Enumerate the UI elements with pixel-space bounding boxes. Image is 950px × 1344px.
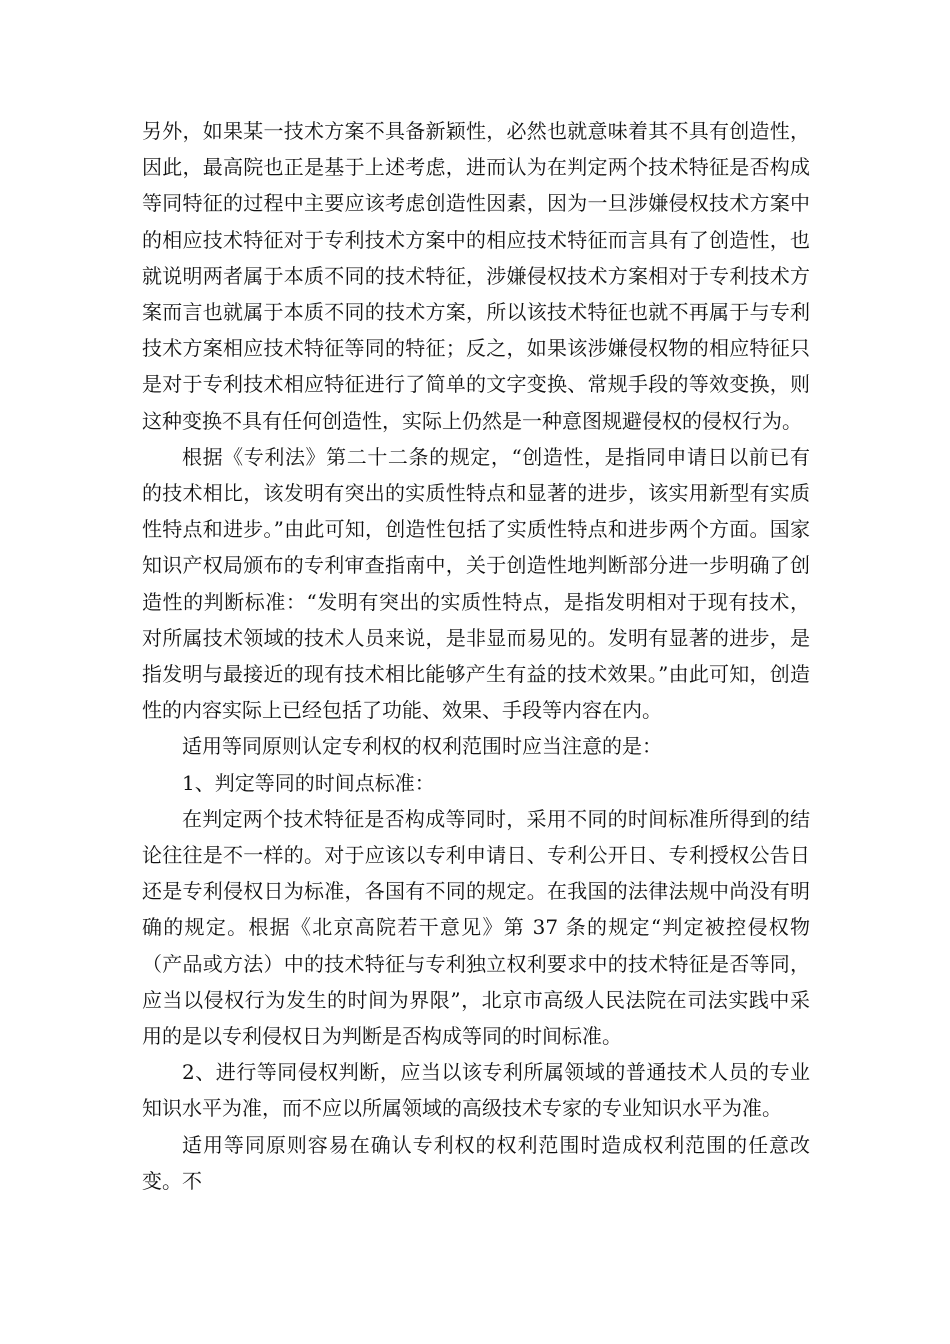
paragraph-5: 在判定两个技术特征是否构成等同时，采用不同的时间标准所得到的结论往往是不一样的。对于应该以专利申请日、专利公开日、专利授权公告日还是专利侵权日为标准，各国有不同的规定。在我国的法律法规中尚没有明确的规定。根据《北京高院若干意见》第 37 条的规定“判定被控侵权物（产品或方法）中的技术特征与专利独立权利要求中的技术特征是否等同，应当以侵权行为发生的时间为界限”，北京市高级人民法院在司法实践中采用的是以专利侵权日为判断是否构成等同的时间标准。 xyxy=(142,806,810,1049)
paragraph-3: 适用等同原则认定专利权的权利范围时应当注意的是： xyxy=(182,734,662,759)
paragraph-4: 1、判定等同的时间点标准： xyxy=(182,770,435,795)
paragraph-2: 根据《专利法》第二十二条的规定，“创造性，是指同申请日以前已有的技术相比，该发明有突出的实质性特点和显著的进步，该实用新型有实质性特点和进步。”由此可知，创造性包括了实质性特点和进步两个方面。国家知识产权局颁布的专利审查指南中，关于创造性地判断部分进一步明确了创造性的判断标准：“发明有突出的实质性特点，是指发明相对于现有技术，对所属技术领域的技术人员来说，是非显而易见的。发明有显著的进步，是指发明与最接近的现有技术相比能够产生有益的技术效果。”由此可知，创造性的内容实际上已经包括了功能、效果、手段等内容在内。 xyxy=(142,444,810,723)
document-body xyxy=(142,113,810,1199)
paragraph-7: 适用等同原则容易在确认专利权的权利范围时造成权利范围的任意改变。不 xyxy=(142,1132,810,1193)
paragraph-1: 另外，如果某一技术方案不具备新颖性，必然也就意味着其不具有创造性，因此，最高院也正是基于上述考虑，进而认为在判定两个技术特征是否构成等同特征的过程中主要应该考虑创造性因素，因为一旦涉嫌侵权技术方案中的相应技术特征对于专利技术方案中的相应技术特征而言具有了创造性，也就说明两者属于本质不同的技术特征，涉嫌侵权技术方案相对于专利技术方案而言也就属于本质不同的技术方案，所以该技术特征也就不再属于与专利技术方案相应技术特征等同的特征；反之，如果该涉嫌侵权物的相应特征只是对于专利技术相应特征进行了简单的文字变换、常规手段的等效变换，则这种变换不具有任何创造性，实际上仍然是一种意图规避侵权的侵权行为。 xyxy=(142,119,810,433)
paragraph-6: 2、进行等同侵权判断，应当以该专利所属领域的普通技术人员的专业知识水平为准，而不应以所属领域的高级技术专家的专业知识水平为准。 xyxy=(142,1060,810,1121)
